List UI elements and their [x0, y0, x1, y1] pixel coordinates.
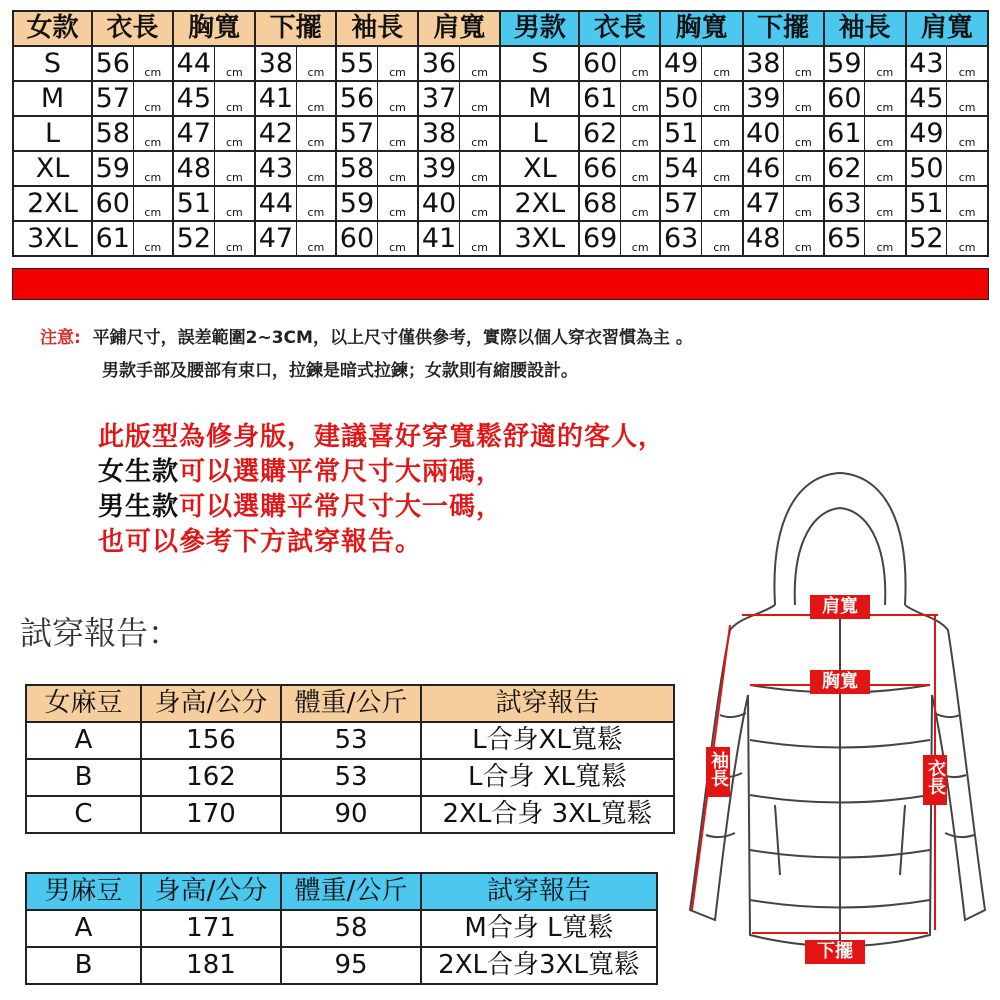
men-value-cell: 65 — [824, 221, 865, 256]
men_report-header-cell: 身高/公分 — [141, 873, 281, 910]
unit-cell: cm — [133, 151, 173, 186]
women-size-cell: L — [13, 116, 92, 151]
unit-cell: cm — [784, 116, 824, 151]
men-value-cell: 59 — [824, 46, 865, 81]
unit-cell: cm — [133, 46, 173, 81]
unit-cell: cm — [947, 46, 988, 81]
unit-cell: cm — [947, 221, 988, 256]
unit-cell: cm — [214, 186, 255, 221]
unit-cell: cm — [784, 221, 824, 256]
unit-cell: cm — [784, 46, 824, 81]
report-title: 試穿報告： — [20, 614, 181, 652]
jacket-illustration — [680, 455, 990, 975]
unit-cell: cm — [620, 186, 660, 221]
size-row — [13, 221, 988, 256]
note-line-2: 男款手部及腰部有束口，拉鍊是暗式拉鍊；女款則有縮腰設計。 — [102, 361, 578, 381]
women_report-row — [26, 722, 674, 759]
unit-cell: cm — [459, 46, 500, 81]
men-report-table — [25, 872, 658, 985]
unit-cell: cm — [865, 151, 906, 186]
unit-cell: cm — [865, 186, 906, 221]
women-value-cell: 43 — [255, 151, 296, 186]
unit-cell: cm — [377, 81, 418, 116]
men-value-cell: 51 — [660, 116, 701, 151]
unit-cell: cm — [865, 116, 906, 151]
women-value-cell: 58 — [336, 151, 377, 186]
men-value-cell: 63 — [660, 221, 701, 256]
men-header-cell: 男款 — [500, 11, 579, 46]
women-value-cell: 56 — [92, 46, 133, 81]
men-value-cell: 46 — [743, 151, 784, 186]
men-value-cell: 62 — [579, 116, 620, 151]
unit-cell: cm — [701, 116, 742, 151]
fit-women-advice: 可以選購平常尺寸大兩碼， — [179, 457, 504, 487]
men-value-cell: 57 — [660, 186, 701, 221]
men_report-row — [26, 947, 657, 984]
fit-line-4: 也可以參考下方試穿報告。 — [98, 527, 423, 557]
women_report-cell: 90 — [281, 796, 421, 833]
men_report-cell: 181 — [141, 947, 281, 984]
unit-cell: cm — [701, 221, 742, 256]
unit-cell: cm — [133, 186, 173, 221]
women-value-cell: 41 — [418, 221, 459, 256]
unit-cell: cm — [620, 81, 660, 116]
unit-cell: cm — [947, 151, 988, 186]
unit-cell: cm — [296, 116, 336, 151]
men-value-cell: 60 — [824, 81, 865, 116]
women-value-cell: 38 — [255, 46, 296, 81]
women-size-cell: M — [13, 81, 92, 116]
unit-cell: cm — [214, 221, 255, 256]
note-block — [40, 322, 693, 388]
women-value-cell: 41 — [255, 81, 296, 116]
fit-women-label: 女生款 — [98, 457, 180, 487]
fit-men-advice: 可以選購平常尺寸大一碼， — [179, 492, 504, 522]
women-value-cell: 39 — [418, 151, 459, 186]
men-size-cell: L — [500, 116, 579, 151]
women-value-cell: 57 — [92, 81, 133, 116]
men-value-cell: 40 — [743, 116, 784, 151]
size-row — [13, 151, 988, 186]
men-value-cell: 60 — [579, 46, 620, 81]
length-label — [923, 755, 947, 805]
women-value-cell: 61 — [92, 221, 133, 256]
unit-cell: cm — [947, 81, 988, 116]
unit-cell: cm — [459, 116, 500, 151]
unit-cell: cm — [865, 81, 906, 116]
men_report-cell: M合身 L寬鬆 — [421, 910, 657, 947]
men-value-cell: 47 — [743, 186, 784, 221]
women_report-cell: C — [26, 796, 141, 833]
unit-cell: cm — [214, 46, 255, 81]
men_report-cell: 171 — [141, 910, 281, 947]
unit-cell: cm — [620, 221, 660, 256]
size-table — [12, 10, 989, 257]
sleeve-label-text: 袖長 — [708, 751, 729, 787]
men-size-cell: XL — [500, 151, 579, 186]
men_report-header-cell: 體重/公斤 — [281, 873, 421, 910]
women_report-row — [26, 759, 674, 796]
women-value-cell: 58 — [92, 116, 133, 151]
unit-cell: cm — [296, 221, 336, 256]
men-value-cell: 49 — [660, 46, 701, 81]
unit-cell: cm — [701, 81, 742, 116]
unit-cell: cm — [296, 46, 336, 81]
women-header-cell: 女款 — [13, 11, 92, 46]
size-row — [13, 186, 988, 221]
unit-cell: cm — [701, 151, 742, 186]
unit-cell: cm — [377, 116, 418, 151]
unit-cell: cm — [296, 186, 336, 221]
men_report-row — [26, 910, 657, 947]
men_report-cell: 95 — [281, 947, 421, 984]
sleeve-label — [706, 747, 730, 797]
men-value-cell: 51 — [906, 186, 947, 221]
women_report-row — [26, 796, 674, 833]
women-value-cell: 48 — [173, 151, 214, 186]
men-value-cell: 62 — [824, 151, 865, 186]
women_report-cell: 162 — [141, 759, 281, 796]
shoulder-label: 肩寬 — [810, 595, 870, 619]
women-value-cell: 52 — [173, 221, 214, 256]
unit-cell: cm — [296, 81, 336, 116]
note-label: 注意: — [40, 328, 81, 348]
unit-cell: cm — [133, 221, 173, 256]
men_report-header-cell: 試穿報告 — [421, 873, 657, 910]
men-size-cell: S — [500, 46, 579, 81]
men-value-cell: 63 — [824, 186, 865, 221]
women-value-cell: 60 — [92, 186, 133, 221]
unit-cell: cm — [620, 46, 660, 81]
red-divider-bar — [12, 268, 989, 300]
unit-cell: cm — [701, 46, 742, 81]
women-value-cell: 55 — [336, 46, 377, 81]
men-header-cell: 下擺 — [743, 11, 824, 46]
unit-cell: cm — [620, 151, 660, 186]
men-value-cell: 43 — [906, 46, 947, 81]
men-header-cell: 肩寬 — [906, 11, 988, 46]
men-value-cell: 61 — [579, 81, 620, 116]
fit-men-label: 男生款 — [98, 492, 180, 522]
men_report-cell: B — [26, 947, 141, 984]
men-value-cell: 39 — [743, 81, 784, 116]
men-value-cell: 38 — [743, 46, 784, 81]
women-size-cell: 3XL — [13, 221, 92, 256]
unit-cell: cm — [865, 46, 906, 81]
men-value-cell: 61 — [824, 116, 865, 151]
women-value-cell: 36 — [418, 46, 459, 81]
women_report-cell: 156 — [141, 722, 281, 759]
women-value-cell: 44 — [255, 186, 296, 221]
unit-cell: cm — [865, 221, 906, 256]
size-row — [13, 81, 988, 116]
fit-line-1: 此版型為修身版，建議喜好穿寬鬆舒適的客人， — [98, 422, 666, 452]
women-size-cell: 2XL — [13, 186, 92, 221]
men-value-cell: 49 — [906, 116, 947, 151]
unit-cell: cm — [377, 46, 418, 81]
unit-cell: cm — [377, 151, 418, 186]
women_report-cell: 53 — [281, 722, 421, 759]
men-value-cell: 50 — [660, 81, 701, 116]
men-size-cell: 3XL — [500, 221, 579, 256]
women-value-cell: 40 — [418, 186, 459, 221]
women_report-cell: L合身XL寬鬆 — [421, 722, 674, 759]
women_report-cell: 170 — [141, 796, 281, 833]
men-value-cell: 66 — [579, 151, 620, 186]
unit-cell: cm — [214, 116, 255, 151]
unit-cell: cm — [377, 221, 418, 256]
men_report-header-row — [26, 873, 657, 910]
men-header-cell: 袖長 — [824, 11, 906, 46]
unit-cell: cm — [459, 81, 500, 116]
men-value-cell: 54 — [660, 151, 701, 186]
women-value-cell: 45 — [173, 81, 214, 116]
note-line-1: 平鋪尺寸，誤差範圍2~3CM，以上尺寸僅供參考，實際以個人穿衣習慣為主 。 — [92, 328, 693, 348]
men_report-cell: 2XL合身3XL寬鬆 — [421, 947, 657, 984]
women-value-cell: 37 — [418, 81, 459, 116]
men_report-header-cell: 男麻豆 — [26, 873, 141, 910]
women-value-cell: 42 — [255, 116, 296, 151]
men-value-cell: 52 — [906, 221, 947, 256]
women-size-cell: XL — [13, 151, 92, 186]
unit-cell: cm — [459, 221, 500, 256]
size-row — [13, 46, 988, 81]
women_report-header-cell: 身高/公分 — [141, 685, 281, 722]
unit-cell: cm — [784, 151, 824, 186]
women-header-cell: 下擺 — [255, 11, 336, 46]
chest-label: 胸寬 — [810, 670, 870, 694]
women_report-cell: L合身 XL寬鬆 — [421, 759, 674, 796]
women-header-cell: 衣長 — [92, 11, 173, 46]
women-value-cell: 51 — [173, 186, 214, 221]
women-value-cell: 59 — [336, 186, 377, 221]
women_report-cell: 53 — [281, 759, 421, 796]
men-value-cell: 68 — [579, 186, 620, 221]
women_report-header-row — [26, 685, 674, 722]
women_report-cell: A — [26, 722, 141, 759]
unit-cell: cm — [620, 116, 660, 151]
unit-cell: cm — [459, 186, 500, 221]
unit-cell: cm — [947, 116, 988, 151]
unit-cell: cm — [377, 186, 418, 221]
men-value-cell: 69 — [579, 221, 620, 256]
unit-cell: cm — [133, 116, 173, 151]
women-value-cell: 60 — [336, 221, 377, 256]
men_report-cell: 58 — [281, 910, 421, 947]
unit-cell: cm — [133, 81, 173, 116]
size-row — [13, 116, 988, 151]
unit-cell: cm — [459, 151, 500, 186]
fit-advice — [98, 420, 665, 560]
size-table-header — [13, 11, 988, 46]
women-value-cell: 47 — [173, 116, 214, 151]
unit-cell: cm — [296, 151, 336, 186]
men-size-cell: M — [500, 81, 579, 116]
women_report-cell: B — [26, 759, 141, 796]
women-report-table — [25, 684, 675, 834]
women-value-cell: 57 — [336, 116, 377, 151]
women-header-cell: 袖長 — [336, 11, 418, 46]
unit-cell: cm — [701, 186, 742, 221]
unit-cell: cm — [784, 186, 824, 221]
men-header-cell: 衣長 — [579, 11, 660, 46]
men-value-cell: 50 — [906, 151, 947, 186]
women-value-cell: 47 — [255, 221, 296, 256]
hem-label: 下擺 — [805, 940, 865, 964]
women-value-cell: 59 — [92, 151, 133, 186]
unit-cell: cm — [947, 186, 988, 221]
women_report-header-cell: 試穿報告 — [421, 685, 674, 722]
women-value-cell: 44 — [173, 46, 214, 81]
unit-cell: cm — [214, 81, 255, 116]
men_report-cell: A — [26, 910, 141, 947]
men-header-cell: 胸寬 — [660, 11, 742, 46]
men-size-cell: 2XL — [500, 186, 579, 221]
women_report-cell: 2XL合身 3XL寬鬆 — [421, 796, 674, 833]
women_report-header-cell: 體重/公斤 — [281, 685, 421, 722]
women-header-cell: 肩寬 — [418, 11, 500, 46]
men-value-cell: 45 — [906, 81, 947, 116]
unit-cell: cm — [214, 151, 255, 186]
unit-cell: cm — [784, 81, 824, 116]
women-header-cell: 胸寬 — [173, 11, 255, 46]
women_report-header-cell: 女麻豆 — [26, 685, 141, 722]
jacket-diagram — [680, 455, 990, 975]
women-size-cell: S — [13, 46, 92, 81]
men-value-cell: 48 — [743, 221, 784, 256]
women-value-cell: 38 — [418, 116, 459, 151]
length-label-text: 衣長 — [925, 759, 946, 795]
women-value-cell: 56 — [336, 81, 377, 116]
